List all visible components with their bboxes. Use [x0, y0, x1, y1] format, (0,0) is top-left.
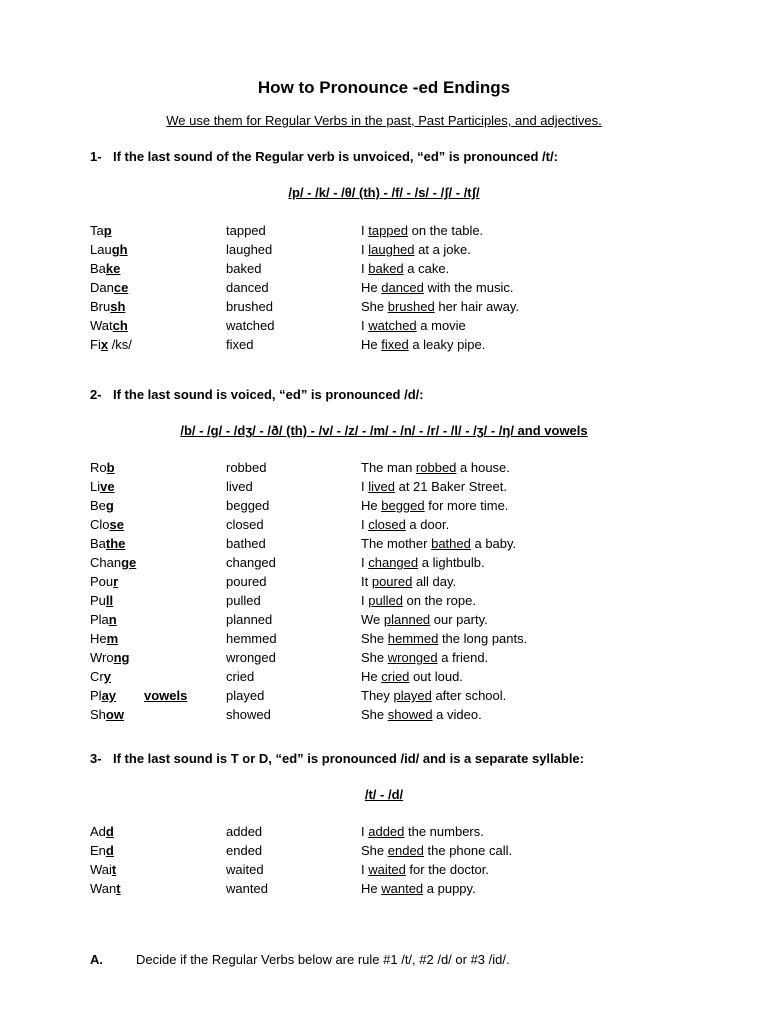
sentence-verb: added	[368, 824, 405, 839]
base-verb	[90, 337, 132, 352]
sound-list: /t/ - /d/	[364, 787, 404, 802]
verb-stem: Ba	[90, 536, 106, 551]
sentence-start: He	[361, 337, 382, 352]
verb-ending-sound: d	[105, 843, 114, 858]
verb-ending-sound: ve	[100, 479, 115, 494]
verb-stem: Wro	[90, 650, 114, 665]
sentence-start: I	[361, 223, 369, 238]
past-form: added	[226, 824, 263, 839]
sentence-verb: showed	[387, 707, 433, 722]
base-verb	[90, 536, 125, 551]
verb-ending-sound: the	[105, 536, 126, 551]
sentence-end: out loud.	[409, 669, 463, 684]
sentence-verb: fixed	[381, 337, 409, 352]
example-sentence	[361, 280, 513, 295]
sentence-end: a video.	[432, 707, 482, 722]
example-sentence	[361, 669, 463, 684]
example-sentence	[361, 223, 483, 238]
sentence-verb: waited	[368, 862, 406, 877]
base-verb	[90, 479, 115, 494]
sentence-start: I	[361, 593, 369, 608]
sentence-verb: bathed	[431, 536, 471, 551]
verb-stem: Pla	[90, 612, 109, 627]
base-verb	[90, 843, 114, 858]
example-sentence	[361, 318, 466, 333]
verb-stem: Ro	[90, 460, 107, 475]
example-sentence	[361, 498, 508, 513]
sentence-end: her hair away.	[434, 299, 520, 314]
sentence-verb: cried	[381, 669, 410, 684]
sentence-start: She	[361, 650, 388, 665]
base-verb	[90, 280, 128, 295]
past-form: baked	[226, 261, 262, 276]
verb-stem: Ba	[90, 261, 106, 276]
past-form: watched	[226, 318, 275, 333]
verb-stem: Fi	[90, 337, 101, 352]
example-sentence	[361, 536, 516, 551]
sentence-start: I	[361, 517, 369, 532]
past-form: bathed	[226, 536, 266, 551]
verb-ending-sound: ce	[113, 280, 129, 295]
sentence-start: He	[361, 280, 382, 295]
sentence-start: She	[361, 843, 388, 858]
sentence-start: He	[361, 498, 382, 513]
rule-text: If the last sound is voiced, “ed” is pronounced /d/:	[113, 387, 424, 402]
past-form: waited	[226, 862, 264, 877]
example-sentence	[361, 479, 507, 494]
past-form: danced	[226, 280, 269, 295]
base-verb	[90, 824, 114, 839]
rule-text: If the last sound of the Regular verb is unvoiced, “ed” is pronounced /t/:	[113, 149, 558, 164]
sentence-verb: ended	[387, 843, 424, 858]
base-verb	[90, 650, 130, 665]
past-form: cried	[226, 669, 255, 684]
example-sentence	[361, 650, 488, 665]
sentence-end: a leaky pipe.	[408, 337, 486, 352]
example-sentence	[361, 299, 519, 314]
verb-ending-sound: ng	[113, 650, 130, 665]
page-title: How to Pronounce -ed Endings	[257, 78, 511, 97]
verb-ending-sound: n	[108, 612, 117, 627]
base-verb	[90, 688, 116, 703]
verb-ending-sound: t	[111, 862, 117, 877]
exercise-a	[90, 952, 510, 967]
example-sentence	[361, 517, 449, 532]
sound-list: /p/ - /k/ - /θ/ (th) - /f/ - /s/ - /ʃ/ - /tʃ/	[288, 185, 480, 200]
rule-text: If the last sound is T or D, “ed” is pronounced /id/ and is a separate syllable:	[113, 751, 584, 766]
rule-number: 3-	[90, 751, 102, 766]
verb-ending-sound: ay	[101, 688, 117, 703]
base-verb	[90, 299, 125, 314]
verb-ending-sound: sh	[110, 299, 126, 314]
example-sentence	[361, 593, 476, 608]
rule-number: 1-	[90, 149, 102, 164]
sentence-end: a friend.	[437, 650, 489, 665]
base-verb	[90, 669, 111, 684]
sentence-end: on the table.	[408, 223, 484, 238]
base-verb	[90, 574, 118, 589]
exercise-letter: A.	[90, 952, 103, 967]
verb-stem: Ad	[90, 824, 106, 839]
base-verb	[90, 517, 124, 532]
past-form: begged	[226, 498, 270, 513]
base-verb	[90, 593, 113, 608]
base-verb	[90, 631, 118, 646]
verb-stem: Wan	[90, 881, 117, 896]
example-sentence	[361, 337, 485, 352]
verb-ending-sound: g	[105, 498, 114, 513]
sentence-start: The mother	[361, 536, 432, 551]
sentence-start: We	[361, 612, 384, 627]
sentence-end: for the doctor.	[405, 862, 489, 877]
rule-heading	[90, 387, 424, 402]
sentence-verb: danced	[381, 280, 424, 295]
sentence-verb: begged	[381, 498, 425, 513]
sentence-start: She	[361, 631, 388, 646]
sentence-start: She	[361, 707, 388, 722]
verb-stem: Pou	[90, 574, 114, 589]
verb-stem: Li	[90, 479, 101, 494]
sentence-verb: baked	[368, 261, 404, 276]
past-form: poured	[226, 574, 267, 589]
sentence-verb: robbed	[415, 460, 457, 475]
sentence-verb: tapped	[368, 223, 408, 238]
sentence-verb: poured	[371, 574, 413, 589]
sentence-start: It	[361, 574, 372, 589]
sentence-verb: wronged	[387, 650, 438, 665]
past-form: laughed	[226, 242, 273, 257]
sentence-end: a movie	[416, 318, 466, 333]
sentence-start: I	[361, 555, 369, 570]
past-form: pulled	[226, 593, 261, 608]
sentence-verb: wanted	[381, 881, 424, 896]
verb-ending-sound: y	[103, 669, 111, 684]
sentence-end: at a joke.	[414, 242, 471, 257]
past-form: played	[226, 688, 265, 703]
past-form: planned	[226, 612, 273, 627]
sentence-end: a lightbulb.	[418, 555, 485, 570]
example-sentence	[361, 862, 489, 877]
sentence-verb: planned	[383, 612, 431, 627]
past-form: closed	[226, 517, 264, 532]
sentence-end: the numbers.	[404, 824, 484, 839]
sentence-end: the phone call.	[423, 843, 513, 858]
sound-list: /b/ - /g/ - /dʒ/ - /ð/ (th) - /v/ - /z/ - /m/ - /n/ - /r/ - /l/ - /ʒ/ - /ŋ/ and vowels	[180, 423, 588, 438]
past-form: tapped	[226, 223, 266, 238]
verb-ending-sound: ch	[112, 318, 128, 333]
sentence-end: a door.	[405, 517, 450, 532]
past-form: brushed	[226, 299, 273, 314]
example-sentence	[361, 261, 449, 276]
example-sentence	[361, 688, 506, 703]
verb-stem: Clo	[90, 517, 110, 532]
past-form: ended	[226, 843, 263, 858]
example-sentence	[361, 574, 456, 589]
sentence-end: the long pants.	[438, 631, 528, 646]
verb-stem: Be	[90, 498, 106, 513]
sentence-end: our party.	[430, 612, 488, 627]
sentence-start: I	[361, 479, 369, 494]
sentence-verb: closed	[368, 517, 406, 532]
sentence-start: I	[361, 824, 369, 839]
sentence-end: a baby.	[470, 536, 517, 551]
sentence-end: with the music.	[423, 280, 514, 295]
example-sentence	[361, 707, 482, 722]
base-verb	[90, 707, 124, 722]
verb-ending-sound: d	[105, 824, 114, 839]
verb-ending-sound: ow	[105, 707, 124, 722]
sentence-verb: laughed	[368, 242, 415, 257]
exercise-instruction: Decide if the Regular Verbs below are rule #1 /t/, #2 /d/ or #3 /id/.	[136, 952, 510, 967]
past-form: wronged	[226, 650, 276, 665]
sentence-start: They	[361, 688, 394, 703]
past-form: hemmed	[226, 631, 277, 646]
sentence-start: He	[361, 669, 382, 684]
sentence-start: I	[361, 318, 369, 333]
rule-heading	[90, 149, 558, 164]
verb-stem: Pu	[90, 593, 106, 608]
rule-heading	[90, 751, 584, 766]
page-subtitle: We use them for Regular Verbs in the past, Past Participles, and adjectives.	[166, 113, 602, 128]
verb-stem: Ta	[90, 223, 104, 238]
verb-ending-sound: se	[109, 517, 124, 532]
base-verb	[90, 460, 115, 475]
sentence-start: He	[361, 881, 382, 896]
example-sentence	[361, 631, 527, 646]
base-verb	[90, 318, 128, 333]
rule-number: 2-	[90, 387, 102, 402]
verb-stem: Wat	[90, 318, 113, 333]
sentence-end: a house.	[456, 460, 510, 475]
base-verb	[90, 242, 128, 257]
verb-stem: Lau	[90, 242, 112, 257]
past-form: fixed	[226, 337, 254, 352]
verb-stem: Bru	[90, 299, 111, 314]
past-form: robbed	[226, 460, 267, 475]
verb-stem: Chan	[90, 555, 122, 570]
example-sentence	[361, 460, 510, 475]
sentence-end: all day.	[412, 574, 457, 589]
sentence-verb: lived	[368, 479, 395, 494]
verb-stem: Dan	[90, 280, 114, 295]
sentence-end: a cake.	[403, 261, 450, 276]
sentence-verb: pulled	[368, 593, 403, 608]
base-verb	[90, 555, 136, 570]
verb-ending-sound: m	[106, 631, 119, 646]
base-verb	[90, 261, 120, 276]
sentence-verb: changed	[368, 555, 419, 570]
example-sentence	[361, 242, 471, 257]
verb-stem: Sh	[90, 707, 106, 722]
sentence-verb: played	[393, 688, 432, 703]
past-form: lived	[226, 479, 253, 494]
base-verb	[90, 862, 116, 877]
verb-ending-sound: r	[113, 574, 119, 589]
verb-ending-sound: b	[106, 460, 115, 475]
example-sentence	[361, 555, 485, 570]
sentence-end: after school.	[431, 688, 507, 703]
verb-ending-sound: t	[116, 881, 121, 896]
example-sentence	[361, 612, 488, 627]
past-form: wanted	[226, 881, 268, 896]
base-verb	[90, 498, 114, 513]
vowels-note: vowels	[144, 688, 188, 703]
sentence-start: I	[361, 261, 369, 276]
sentence-end: at 21 Baker Street.	[394, 479, 507, 494]
sentence-verb: hemmed	[387, 631, 439, 646]
sentence-verb: brushed	[387, 299, 435, 314]
sentence-verb: watched	[368, 318, 417, 333]
verb-ending-sound: ke	[105, 261, 121, 276]
base-verb	[90, 612, 117, 627]
example-sentence	[361, 843, 512, 858]
verb-ending-sound: ge	[121, 555, 137, 570]
verb-ending-sound: p	[103, 223, 112, 238]
example-sentence	[361, 881, 476, 896]
sentence-start: The man	[361, 460, 416, 475]
verb-ending-sound: gh	[111, 242, 128, 257]
base-verb	[90, 223, 112, 238]
sentence-start: I	[361, 242, 369, 257]
sentence-start: I	[361, 862, 369, 877]
verb-ending-sound: x	[100, 337, 109, 352]
verb-stem: Cr	[90, 669, 104, 684]
base-verb	[90, 881, 121, 896]
example-sentence	[361, 824, 484, 839]
verb-stem: Wai	[90, 862, 112, 877]
verb-stem: En	[90, 843, 106, 858]
sentence-end: a puppy.	[423, 881, 476, 896]
verb-ending-sound: ll	[105, 593, 114, 608]
verb-stem: He	[90, 631, 107, 646]
past-form: changed	[226, 555, 276, 570]
verb-stem: Pl	[90, 688, 102, 703]
verb-sound-note: /ks/	[108, 337, 132, 352]
past-form: showed	[226, 707, 271, 722]
sentence-end: for more time.	[424, 498, 509, 513]
sentence-end: on the rope.	[402, 593, 476, 608]
sentence-start: She	[361, 299, 388, 314]
